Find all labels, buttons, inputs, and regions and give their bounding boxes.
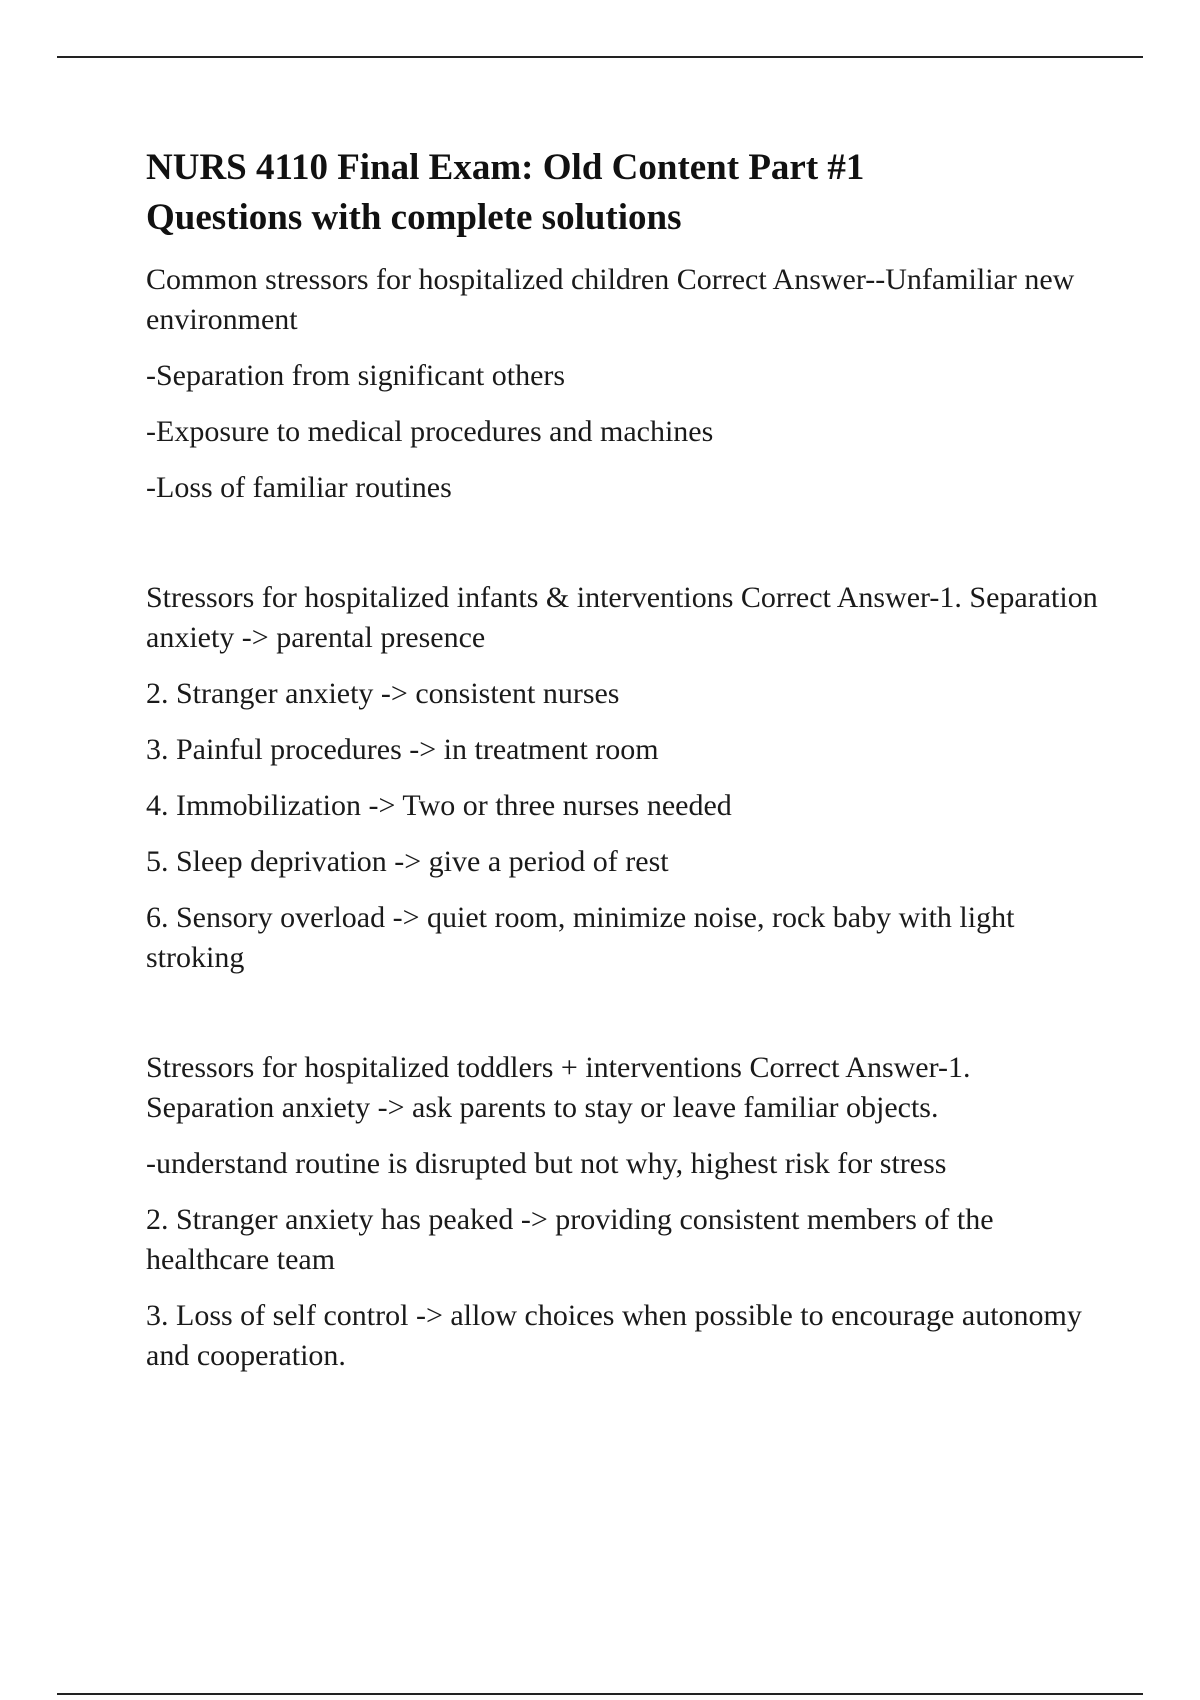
paragraph: -Separation from significant others [146, 359, 566, 392]
document-body [146, 143, 1106, 1392]
paragraph: 4. Immobilization -> Two or three nurses needed [146, 789, 732, 822]
section-children-stressors [146, 260, 1106, 508]
paragraph: -Exposure to medical procedures and machines [146, 415, 714, 448]
paragraph: 5. Sleep deprivation -> give a period of rest [146, 845, 669, 878]
title-line-2: Questions with complete solutions [146, 197, 682, 238]
paragraph: -understand routine is disrupted but not why, highest risk for stress [146, 1147, 947, 1180]
section-spacer [146, 994, 1106, 1048]
top-rule [57, 56, 1143, 58]
title-line-1: NURS 4110 Final Exam: Old Content Part #1 [146, 147, 865, 188]
section-infant-stressors [146, 578, 1106, 978]
paragraph: Stressors for hospitalized infants & interventions Correct Answer-1. Separation anxiety -> parental presence [146, 581, 1098, 654]
paragraph: 3. Painful procedures -> in treatment room [146, 733, 659, 766]
paragraph: 3. Loss of self control -> allow choices when possible to encourage autonomy and cooperation. [146, 1299, 1082, 1372]
paragraph: Stressors for hospitalized toddlers + interventions Correct Answer-1. Separation anxiety -> ask parents to stay or leave familiar objects. [146, 1051, 971, 1124]
paragraph: 6. Sensory overload -> quiet room, minimize noise, rock baby with light stroking [146, 901, 1015, 974]
section-spacer [146, 524, 1106, 578]
paragraph: -Loss of familiar routines [146, 471, 452, 504]
paragraph: 2. Stranger anxiety -> consistent nurses [146, 677, 620, 710]
paragraph: 2. Stranger anxiety has peaked -> providing consistent members of the healthcare team [146, 1203, 994, 1276]
document-title [146, 143, 1106, 243]
bottom-rule [57, 1693, 1143, 1695]
section-toddler-stressors [146, 1048, 1106, 1376]
paragraph: Common stressors for hospitalized children Correct Answer--Unfamiliar new environment [146, 263, 1075, 336]
